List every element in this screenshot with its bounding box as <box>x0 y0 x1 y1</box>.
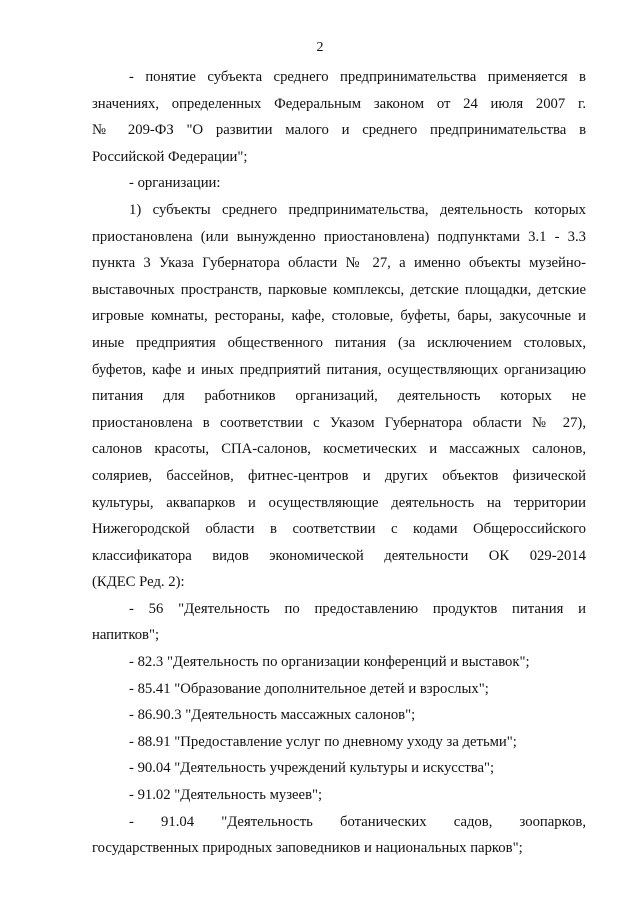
paragraph-line: культуры, аквапарков и осуществляющие деятельность на территории <box>92 494 586 511</box>
paragraph-line: Российской Федерации"; <box>92 148 248 165</box>
paragraph <box>92 197 586 596</box>
paragraph-line: салонов красоты, СПА-салонов, косметических и массажных салонов, <box>92 441 586 458</box>
paragraph-line: питания для работников организаций, деятельность которых не <box>92 388 586 405</box>
paragraph <box>92 596 586 649</box>
paragraph-line: - 56 "Деятельность по предоставлению продуктов питания и <box>129 600 586 617</box>
paragraph-line: напитков"; <box>92 627 160 644</box>
paragraph-line: - 90.04 "Деятельность учреждений культуры и искусства"; <box>129 760 495 777</box>
paragraph-line: - 85.41 "Образование дополнительное детей и взрослых"; <box>129 680 489 697</box>
paragraph-line: - организации: <box>129 175 221 192</box>
paragraph <box>92 702 586 729</box>
paragraph-line: (КДЕС Ред. 2): <box>92 574 185 591</box>
paragraph <box>92 649 586 676</box>
paragraph-line: приостановлена (или вынужденно приостановлена) подпунктами 3.1 - 3.3 <box>92 228 586 245</box>
paragraph-line: классификатора видов экономической деятельности ОК 029-2014 <box>92 547 586 564</box>
paragraph <box>92 729 586 756</box>
paragraph <box>92 782 586 809</box>
document-body <box>92 64 586 862</box>
paragraph-line: значениях, определенных Федеральным законом от 24 июля 2007 г. <box>92 95 586 112</box>
paragraph-line: - 86.90.3 "Деятельность массажных салонов"; <box>129 707 416 724</box>
paragraph-line: Нижегородской области в соответствии с кодами Общероссийского <box>92 521 586 538</box>
paragraph-line: буфетов, кафе и иных предприятий питания, осуществляющих организацию <box>92 361 586 378</box>
paragraph-line: 1) субъекты среднего предпринимательства, деятельность которых <box>129 201 586 218</box>
paragraph-line: выставочных пространств, парковые комплексы, детские площадки, детские <box>92 281 586 298</box>
paragraph <box>92 170 586 197</box>
paragraph-line: - понятие субъекта среднего предпринимательства применяется в <box>129 69 586 85</box>
page-number: 2 <box>316 40 324 55</box>
paragraph-line: игровые комнаты, рестораны, кафе, столовые, буфеты, бары, закусочные и <box>92 308 586 325</box>
paragraph <box>92 676 586 703</box>
paragraph-line: - 91.04 "Деятельность ботанических садов, зоопарков, <box>129 813 586 830</box>
paragraph-line: иные предприятия общественного питания (за исключением столовых, <box>92 334 586 351</box>
paragraph <box>92 809 586 862</box>
paragraph-line: приостановлена в соответствии с Указом Губернатора области № 27), <box>92 414 586 431</box>
paragraph <box>92 64 586 170</box>
paragraph-line: - 91.02 "Деятельность музеев"; <box>129 787 323 804</box>
paragraph <box>92 755 586 782</box>
paragraph-line: - 88.91 "Предоставление услуг по дневному уходу за детьми"; <box>129 733 517 750</box>
paragraph-line: государственных природных заповедников и национальных парков"; <box>92 840 523 857</box>
paragraph-line: - 82.3 "Деятельность по организации конференций и выставок"; <box>129 654 530 671</box>
paragraph-line: соляриев, бассейнов, фитнес-центров и других объектов физической <box>92 467 586 484</box>
paragraph-line: пункта 3 Указа Губернатора области № 27, а именно объекты музейно- <box>92 255 586 272</box>
paragraph-line: № 209-ФЗ "О развитии малого и среднего предпринимательства в <box>92 122 586 139</box>
